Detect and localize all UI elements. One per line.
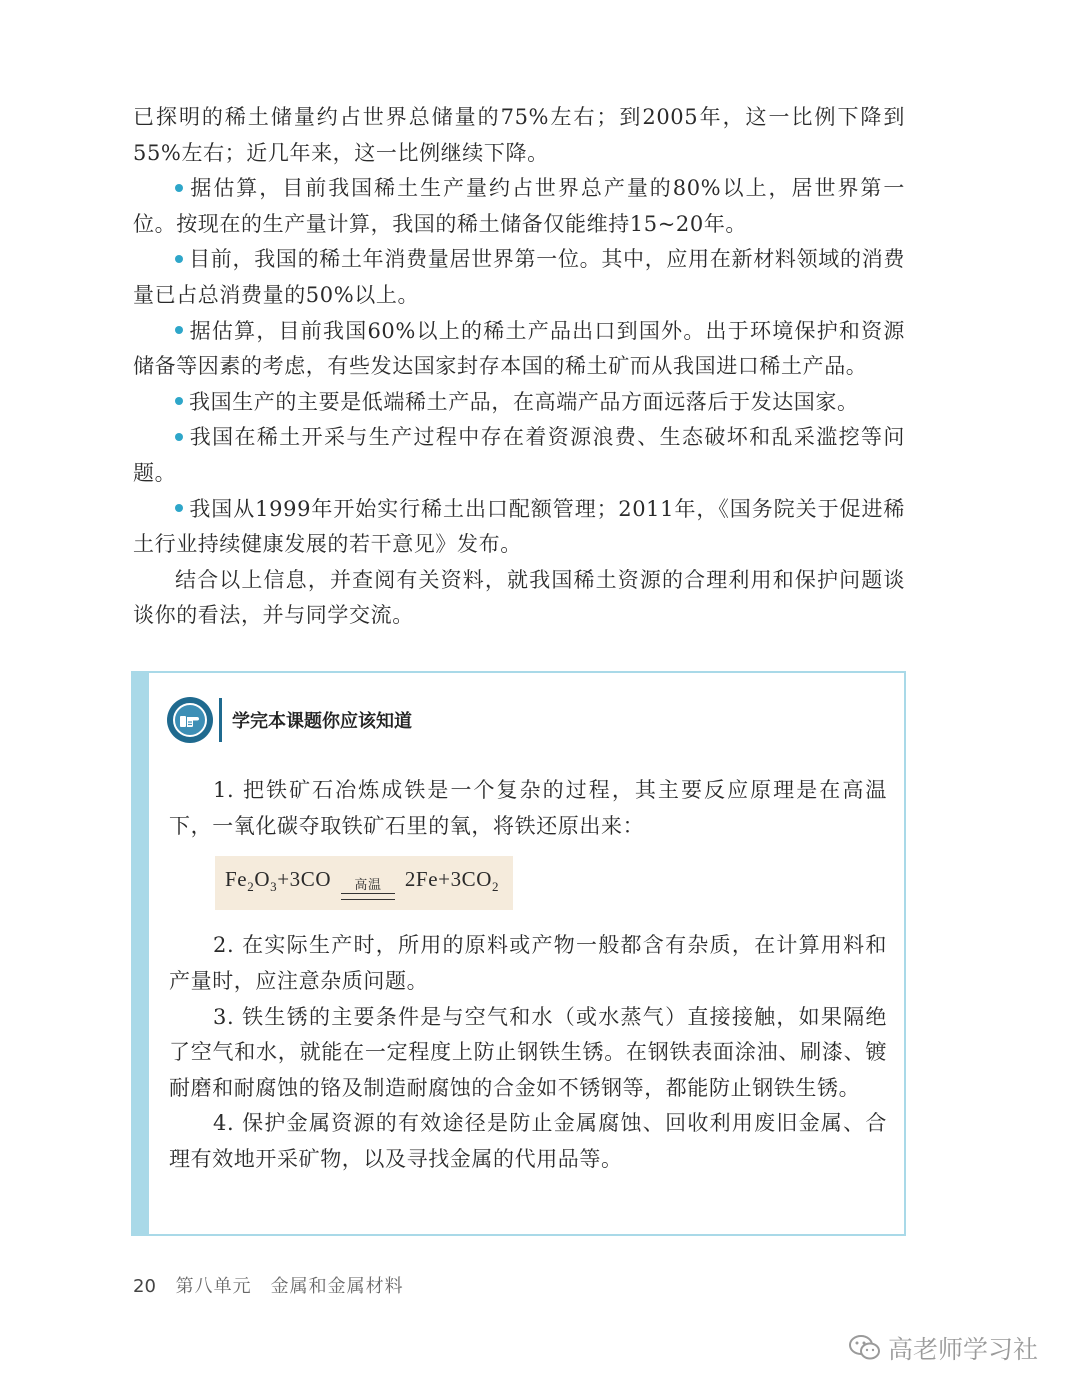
closing-paragraph: 结合以上信息，并查阅有关资料，就我国稀土资源的合理利用和保护问题谈谈你的看法，并与同学交流。 [133,567,905,628]
page-footer [133,1272,404,1298]
bullet-dot-icon [175,504,183,512]
bullet-dot-icon [175,326,183,334]
bullet-item: 目前，我国的稀土年消费量居世界第一位。其中，应用在新材料领域的消费量已占总消费量的50%以上。 [133,247,905,307]
equals-sign-icon [341,893,395,900]
box-header [167,695,412,745]
bullet-item: 我国在稀土开采与生产过程中存在着资源浪费、生态破坏和乱采滥挖等问题。 [133,425,905,485]
chemical-equation: $Fe_2O_3+3CO$ 高温 $2Fe+3CO_2$ [215,856,513,910]
bullet-item: 我国生产的主要是低端稀土产品，在高端产品方面远落后于发达国家。 [133,385,905,421]
box-body [169,773,887,1178]
page-number: 20 [133,1276,156,1297]
watermark-text: 高老师学习社 [888,1335,1039,1364]
summary-point-2: 2. 在实际生产时，所用的原料或产物一般都含有杂质，在计算用料和产量时，应注意杂质问题。 [169,933,887,993]
summary-box [131,671,906,1236]
unit-title: 第八单元 金属和金属材料 [175,1276,404,1297]
watermark [848,1330,1038,1366]
box-title: 学完本课题你应该知道 [232,711,412,732]
box-left-bar [133,673,149,1234]
bullet-item: 我国从1999年开始实行稀土出口配额管理；2011年，《国务院关于促进稀土行业持续健康发展的若干意见》发布。 [133,496,905,557]
summary-point-3: 3. 铁生锈的主要条件是与空气和水（或水蒸气）直接接触，如果隔绝了空气和水，就能在一定程度上防止钢铁生锈。在钢铁表面涂油、刷漆、镀耐磨和耐腐蚀的铬及制造耐腐蚀的合金如不锈钢等，都能防止钢铁生锈。 [169,1004,887,1100]
bullet-dot-icon [175,184,183,192]
bullet-item: 据估算，目前我国稀土生产量约占世界总产量的80%以上，居世界第一位。按现在的生产量计算，我国的稀土储备仅能维持15~20年。 [133,176,905,236]
main-text [133,100,905,634]
summary-point-1: 1. 把铁矿石冶炼成铁是一个复杂的过程，其主要反应原理是在高温下，一氧化碳夺取铁矿石里的氧，将铁还原出来： [169,778,887,838]
continuation-paragraph: 已探明的稀土储量约占世界总储量的75%左右；到2005年，这一比例下降到55%左右；近几年来，这一比例继续下降。 [133,105,905,165]
bullet-dot-icon [175,433,183,441]
bullet-dot-icon [175,255,183,263]
pointing-hand-icon [167,697,213,743]
wechat-icon [848,1333,882,1363]
bullet-dot-icon [175,397,183,405]
header-divider [219,698,222,742]
bullet-item: 据估算，目前我国60%以上的稀土产品出口到国外。出于环境保护和资源储备等因素的考虑，有些发达国家封存本国的稀土矿而从我国进口稀土产品。 [133,318,905,379]
reaction-condition: 高温 [341,878,395,900]
summary-point-4: 4. 保护金属资源的有效途径是防止金属腐蚀、回收利用废旧金属、合理有效地开采矿物，以及寻找金属的代用品等。 [169,1111,887,1171]
